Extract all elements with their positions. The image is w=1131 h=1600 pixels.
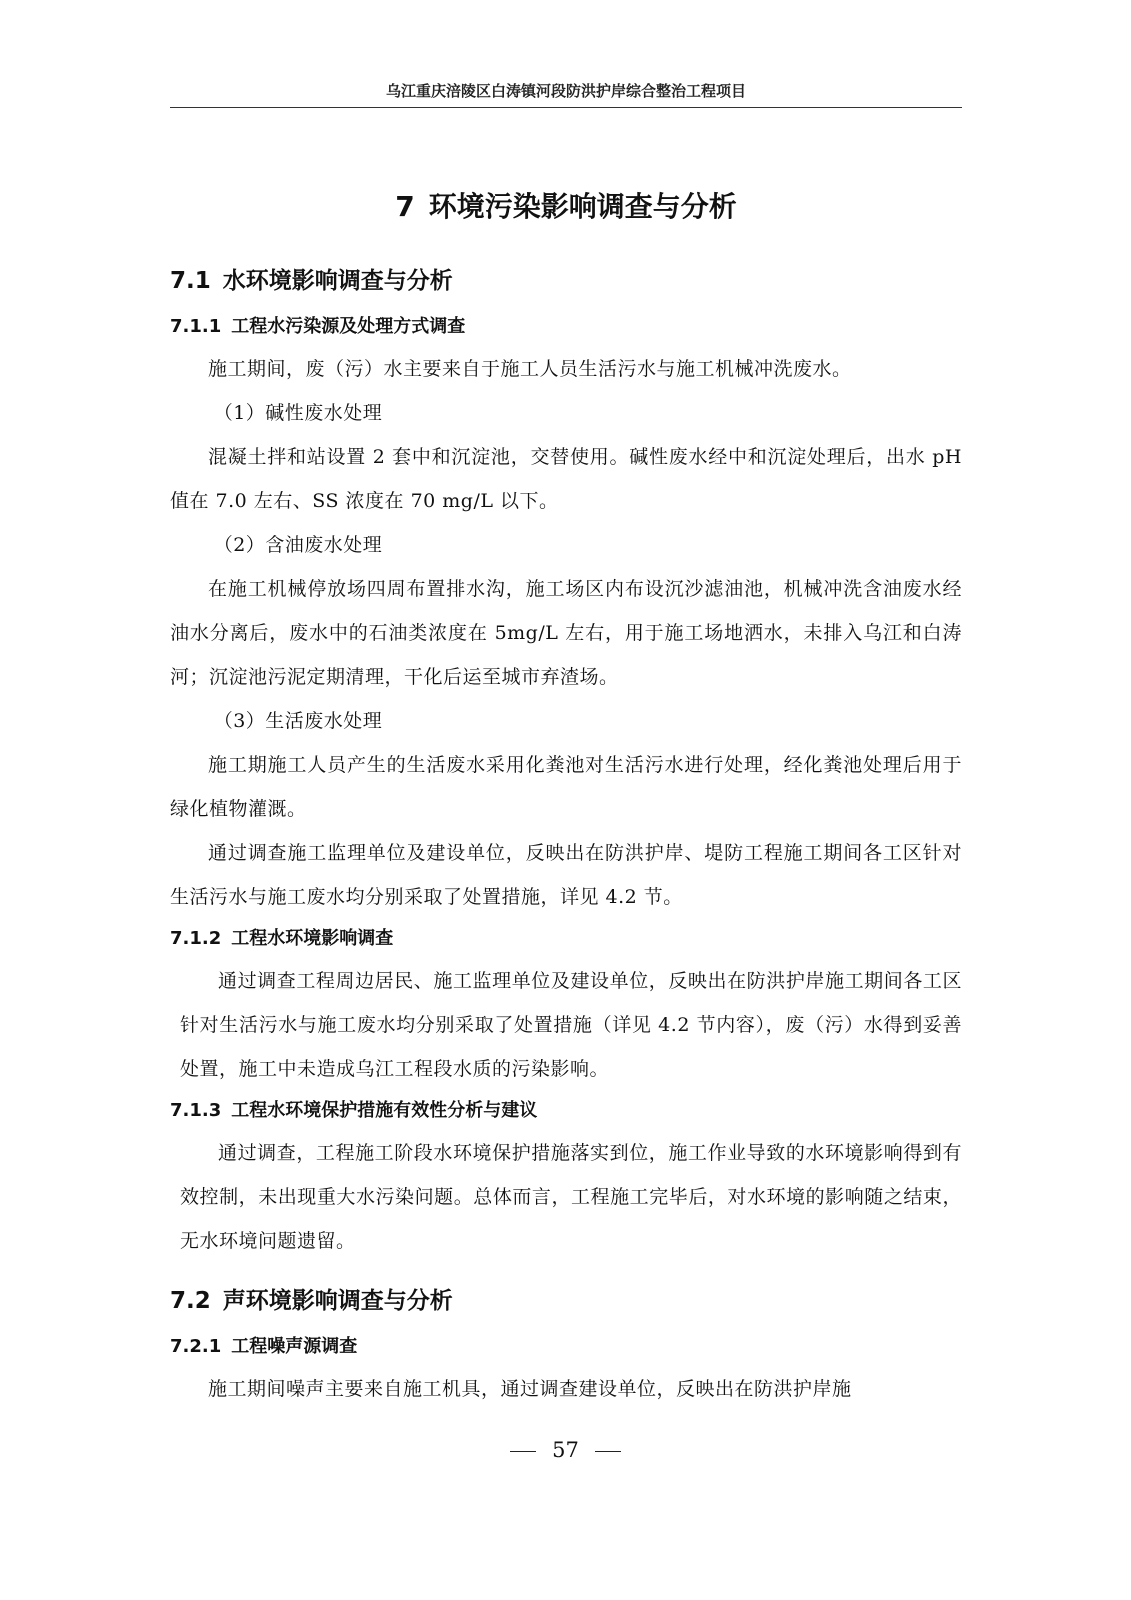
section-number: 7.2 [170,1288,211,1314]
paragraph-measures-effectiveness: 通过调查，工程施工阶段水环境保护措施落实到位，施工作业导致的水环境影响得到有效控制，未出现重大水污染问题。总体而言，工程施工完毕后，对水环境的影响随之结束，无水环境问题遗留。 [180,1142,962,1252]
header-rule [170,107,962,108]
section-title: 声环境影响调查与分析 [222,1288,453,1314]
running-header: 乌江重庆涪陵区白涛镇河段防洪护岸综合整治工程项目 [385,82,746,100]
subsection-heading-7-1-3 [170,1091,962,1131]
paragraph-water-impact: 通过调查工程周边居民、施工监理单位及建设单位，反映出在防洪护岸施工期间各工区针对生活污水与施工废水均分别采取了处置措施（详见 4.2 节内容），废（污）水得到妥善处置，施工中未造成乌江工程段水质的污染影响。 [180,970,962,1080]
section-heading-7-1 [170,261,962,301]
paragraph-summary: 通过调查施工监理单位及建设单位，反映出在防洪护岸、堤防工程施工期间各工区针对生活污水与施工废水均分别采取了处置措施，详见 4.2 节。 [170,842,962,908]
item-heading-oily: （2）含油废水处理 [213,534,383,556]
page-number: 57 [552,1438,579,1462]
section-heading-7-2 [170,1281,962,1321]
subsection-heading-7-2-1 [170,1327,962,1367]
subsection-title: 工程水环境保护措施有效性分析与建议 [231,1100,538,1121]
subsection-title: 工程水污染源及处理方式调查 [231,316,466,337]
subsection-number: 7.1.2 [170,928,222,949]
page-number-dash-right [595,1451,621,1452]
item-heading-domestic: （3）生活废水处理 [213,710,383,732]
page-number-footer [0,1438,1131,1462]
chapter-title [170,185,962,229]
subsection-number: 7.2.1 [170,1336,222,1357]
section-title: 水环境影响调查与分析 [222,268,453,294]
paragraph-oily: 在施工机械停放场四周布置排水沟，施工场区内布设沉沙滤油池，机械冲洗含油废水经油水分离后，废水中的石油类浓度在 5mg/L 左右，用于施工场地洒水，未排入乌江和白涛河；沉淀池污泥定期清理，干化后运至城市弃渣场。 [170,578,962,688]
chapter-number: 7 [395,190,415,223]
paragraph-wastewater-sources: 施工期间，废（污）水主要来自于施工人员生活污水与施工机械冲洗废水。 [208,358,852,380]
page-content [170,185,962,1411]
paragraph-alkaline: 混凝土拌和站设置 2 套中和沉淀池，交替使用。碱性废水经中和沉淀处理后，出水 pH 值在 7.0 左右、SS 浓度在 70 mg/L 以下。 [170,446,962,512]
item-heading-alkaline: （1）碱性废水处理 [213,402,383,424]
chapter-title-text: 环境污染影响调查与分析 [428,190,737,223]
paragraph-domestic: 施工期施工人员产生的生活废水采用化粪池对生活污水进行处理，经化粪池处理后用于绿化植物灌溉。 [170,754,962,820]
section-number: 7.1 [170,268,211,294]
subsection-number: 7.1.1 [170,316,222,337]
subsection-title: 工程噪声源调查 [231,1336,358,1357]
subsection-body-7-1-2 [170,959,962,1091]
subsection-heading-7-1-1 [170,307,962,347]
subsection-heading-7-1-2 [170,919,962,959]
page-number-dash-left [510,1451,536,1452]
paragraph-noise-sources: 施工期间噪声主要来自施工机具，通过调查建设单位，反映出在防洪护岸施 [208,1378,852,1400]
subsection-body-7-1-3 [170,1131,962,1263]
subsection-title: 工程水环境影响调查 [231,928,394,949]
subsection-number: 7.1.3 [170,1100,222,1121]
